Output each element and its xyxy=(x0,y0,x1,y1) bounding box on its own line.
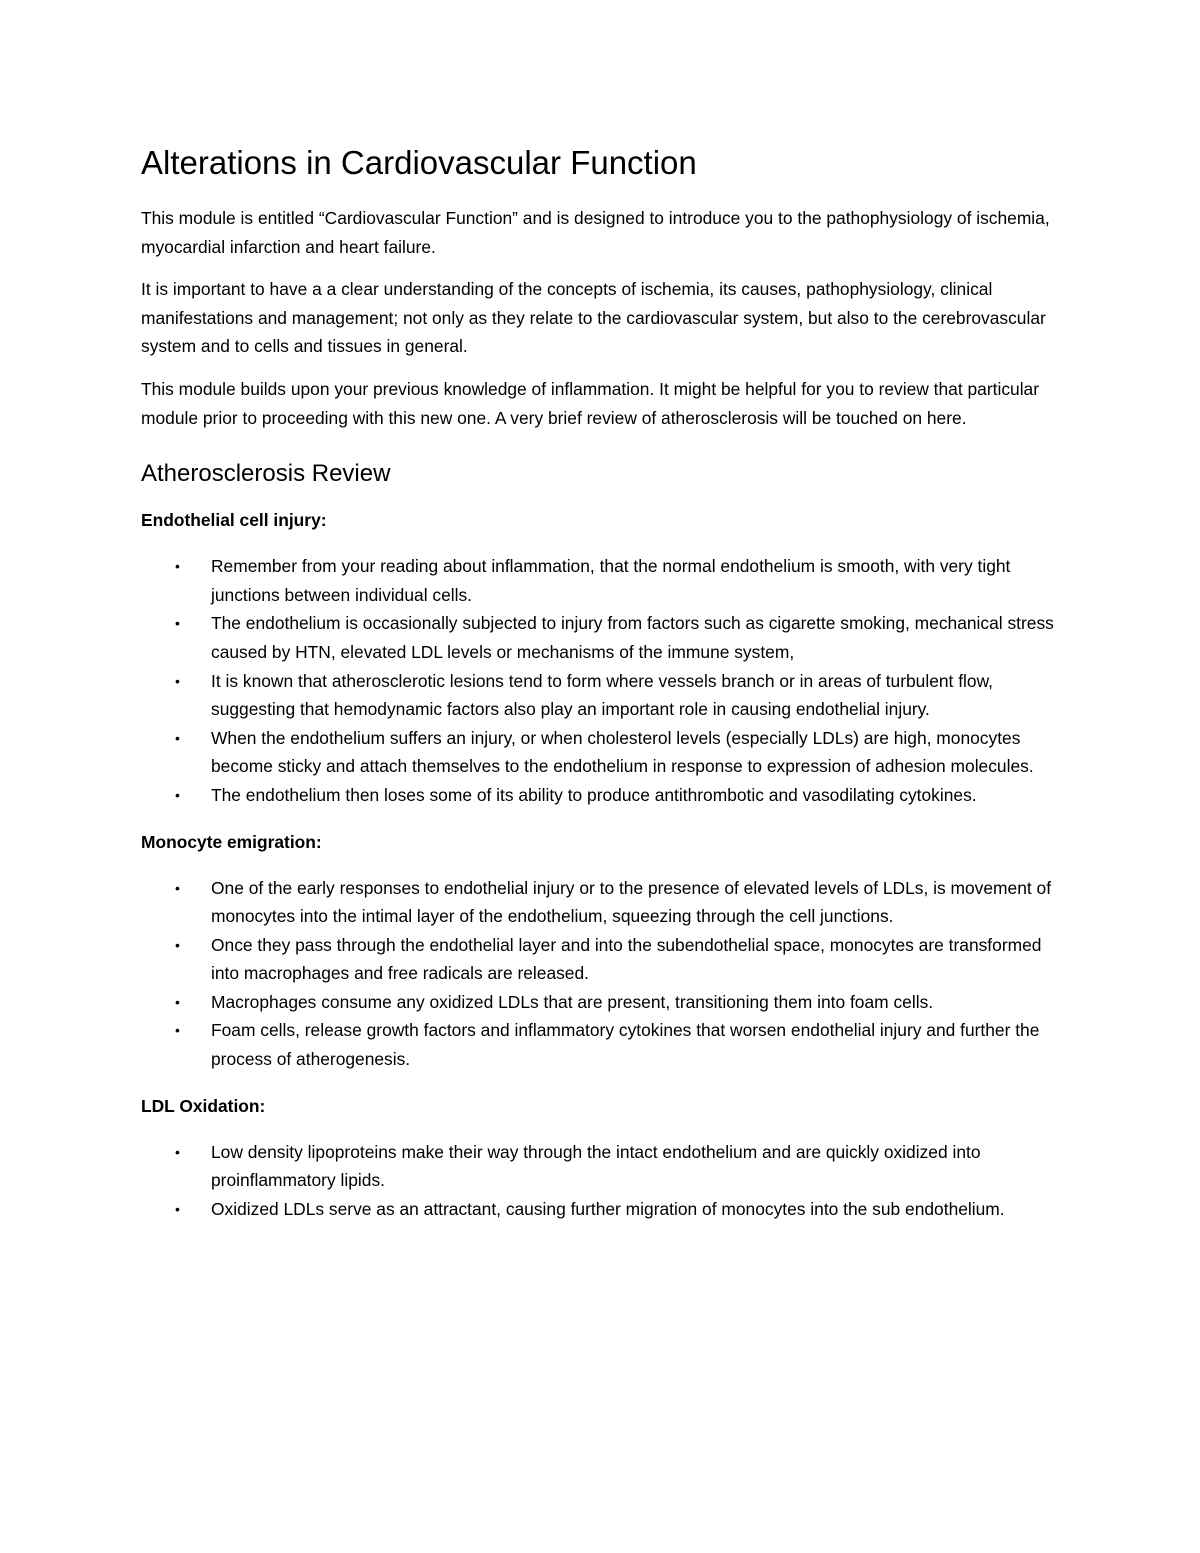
list-item xyxy=(141,781,1061,810)
list-item xyxy=(141,1138,1061,1195)
list-item xyxy=(141,552,1061,609)
intro-paragraph: This module is entitled “Cardiovascular Function” and is designed to introduce you to the pathophysiology of ischemia, myocardial infarction and heart failure. xyxy=(141,208,1050,257)
bullet-icon: • xyxy=(175,1143,180,1160)
bullet-list xyxy=(141,1138,1061,1224)
list-item xyxy=(141,874,1061,931)
subsection-heading: Monocyte emigration: xyxy=(141,831,322,852)
list-item xyxy=(141,931,1061,988)
bullet-icon: • xyxy=(175,729,180,746)
list-item xyxy=(141,988,1061,1017)
list-item-text: Remember from your reading about inflammation, that the normal endothelium is smooth, with very tight junctions between individual cells. xyxy=(211,556,1011,605)
bullet-icon: • xyxy=(175,558,180,575)
section-heading: Atherosclerosis Review xyxy=(141,460,391,488)
subsection-heading: Endothelial cell injury: xyxy=(141,510,327,531)
document-page xyxy=(141,140,1061,1241)
document-title: Alterations in Cardiovascular Function xyxy=(141,144,697,181)
list-item-text: Oxidized LDLs serve as an attractant, causing further migration of monocytes into the sub endothelium. xyxy=(211,1198,1005,1219)
intro-paragraph: It is important to have a a clear understanding of the concepts of ischemia, its causes, pathophysiology, clinical manifestations and management; not only as they relate to the cardiovascular system, but also to the cerebrovascular system and to cells and tissues in general. xyxy=(141,279,1046,357)
bullet-icon: • xyxy=(175,615,180,632)
bullet-list xyxy=(141,874,1061,1074)
bullet-list xyxy=(141,552,1061,809)
list-item xyxy=(141,609,1061,666)
list-item-text: When the endothelium suffers an injury, or when cholesterol levels (especially LDLs) are high, monocytes become sticky and attach themselves to the endothelium in response to expression of adhesion molecules. xyxy=(211,727,1034,777)
list-item-text: Macrophages consume any oxidized LDLs that are present, transitioning them into foam cells. xyxy=(211,991,934,1012)
bullet-icon: • xyxy=(175,936,180,953)
list-item-text: Low density lipoproteins make their way through the intact endothelium and are quickly oxidized into proinflammatory lipids. xyxy=(211,1141,981,1191)
list-item xyxy=(141,1016,1061,1073)
intro-paragraph: This module builds upon your previous knowledge of inflammation. It might be helpful for you to review that particular module prior to proceeding with this new one. A very brief review of atherosclerosis will be touched on here. xyxy=(141,378,1040,428)
list-item-text: The endothelium then loses some of its ability to produce antithrombotic and vasodilating cytokines. xyxy=(211,784,977,805)
bullet-icon: • xyxy=(175,672,180,689)
list-item xyxy=(141,1195,1061,1224)
list-item-text: One of the early responses to endothelial injury or to the presence of elevated levels of LDLs, is movement of monocytes into the intimal layer of the endothelium, squeezing through the cell junctions. xyxy=(211,877,1052,927)
bullet-icon: • xyxy=(175,786,180,803)
bullet-icon: • xyxy=(175,993,180,1010)
list-item xyxy=(141,667,1061,724)
list-item-text: It is known that atherosclerotic lesions tend to form where vessels branch or in areas of turbulent flow, suggesting that hemodynamic factors also play an important role in causing endothelial injury. xyxy=(211,670,994,720)
subsection-heading: LDL Oxidation: xyxy=(141,1095,266,1116)
list-item-text: Foam cells, release growth factors and inflammatory cytokines that worsen endothelial injury and further the process of atherogenesis. xyxy=(211,1020,1040,1070)
bullet-icon: • xyxy=(175,879,180,896)
list-item xyxy=(141,724,1061,781)
bullet-icon: • xyxy=(175,1022,180,1039)
list-item-text: Once they pass through the endothelial layer and into the subendothelial space, monocytes are transformed into macrophages and free radicals are released. xyxy=(211,934,1042,984)
list-item-text: The endothelium is occasionally subjected to injury from factors such as cigarette smoking, mechanical stress caused by HTN, elevated LDL levels or mechanisms of the immune system, xyxy=(211,613,1054,662)
bullet-icon: • xyxy=(175,1200,180,1217)
